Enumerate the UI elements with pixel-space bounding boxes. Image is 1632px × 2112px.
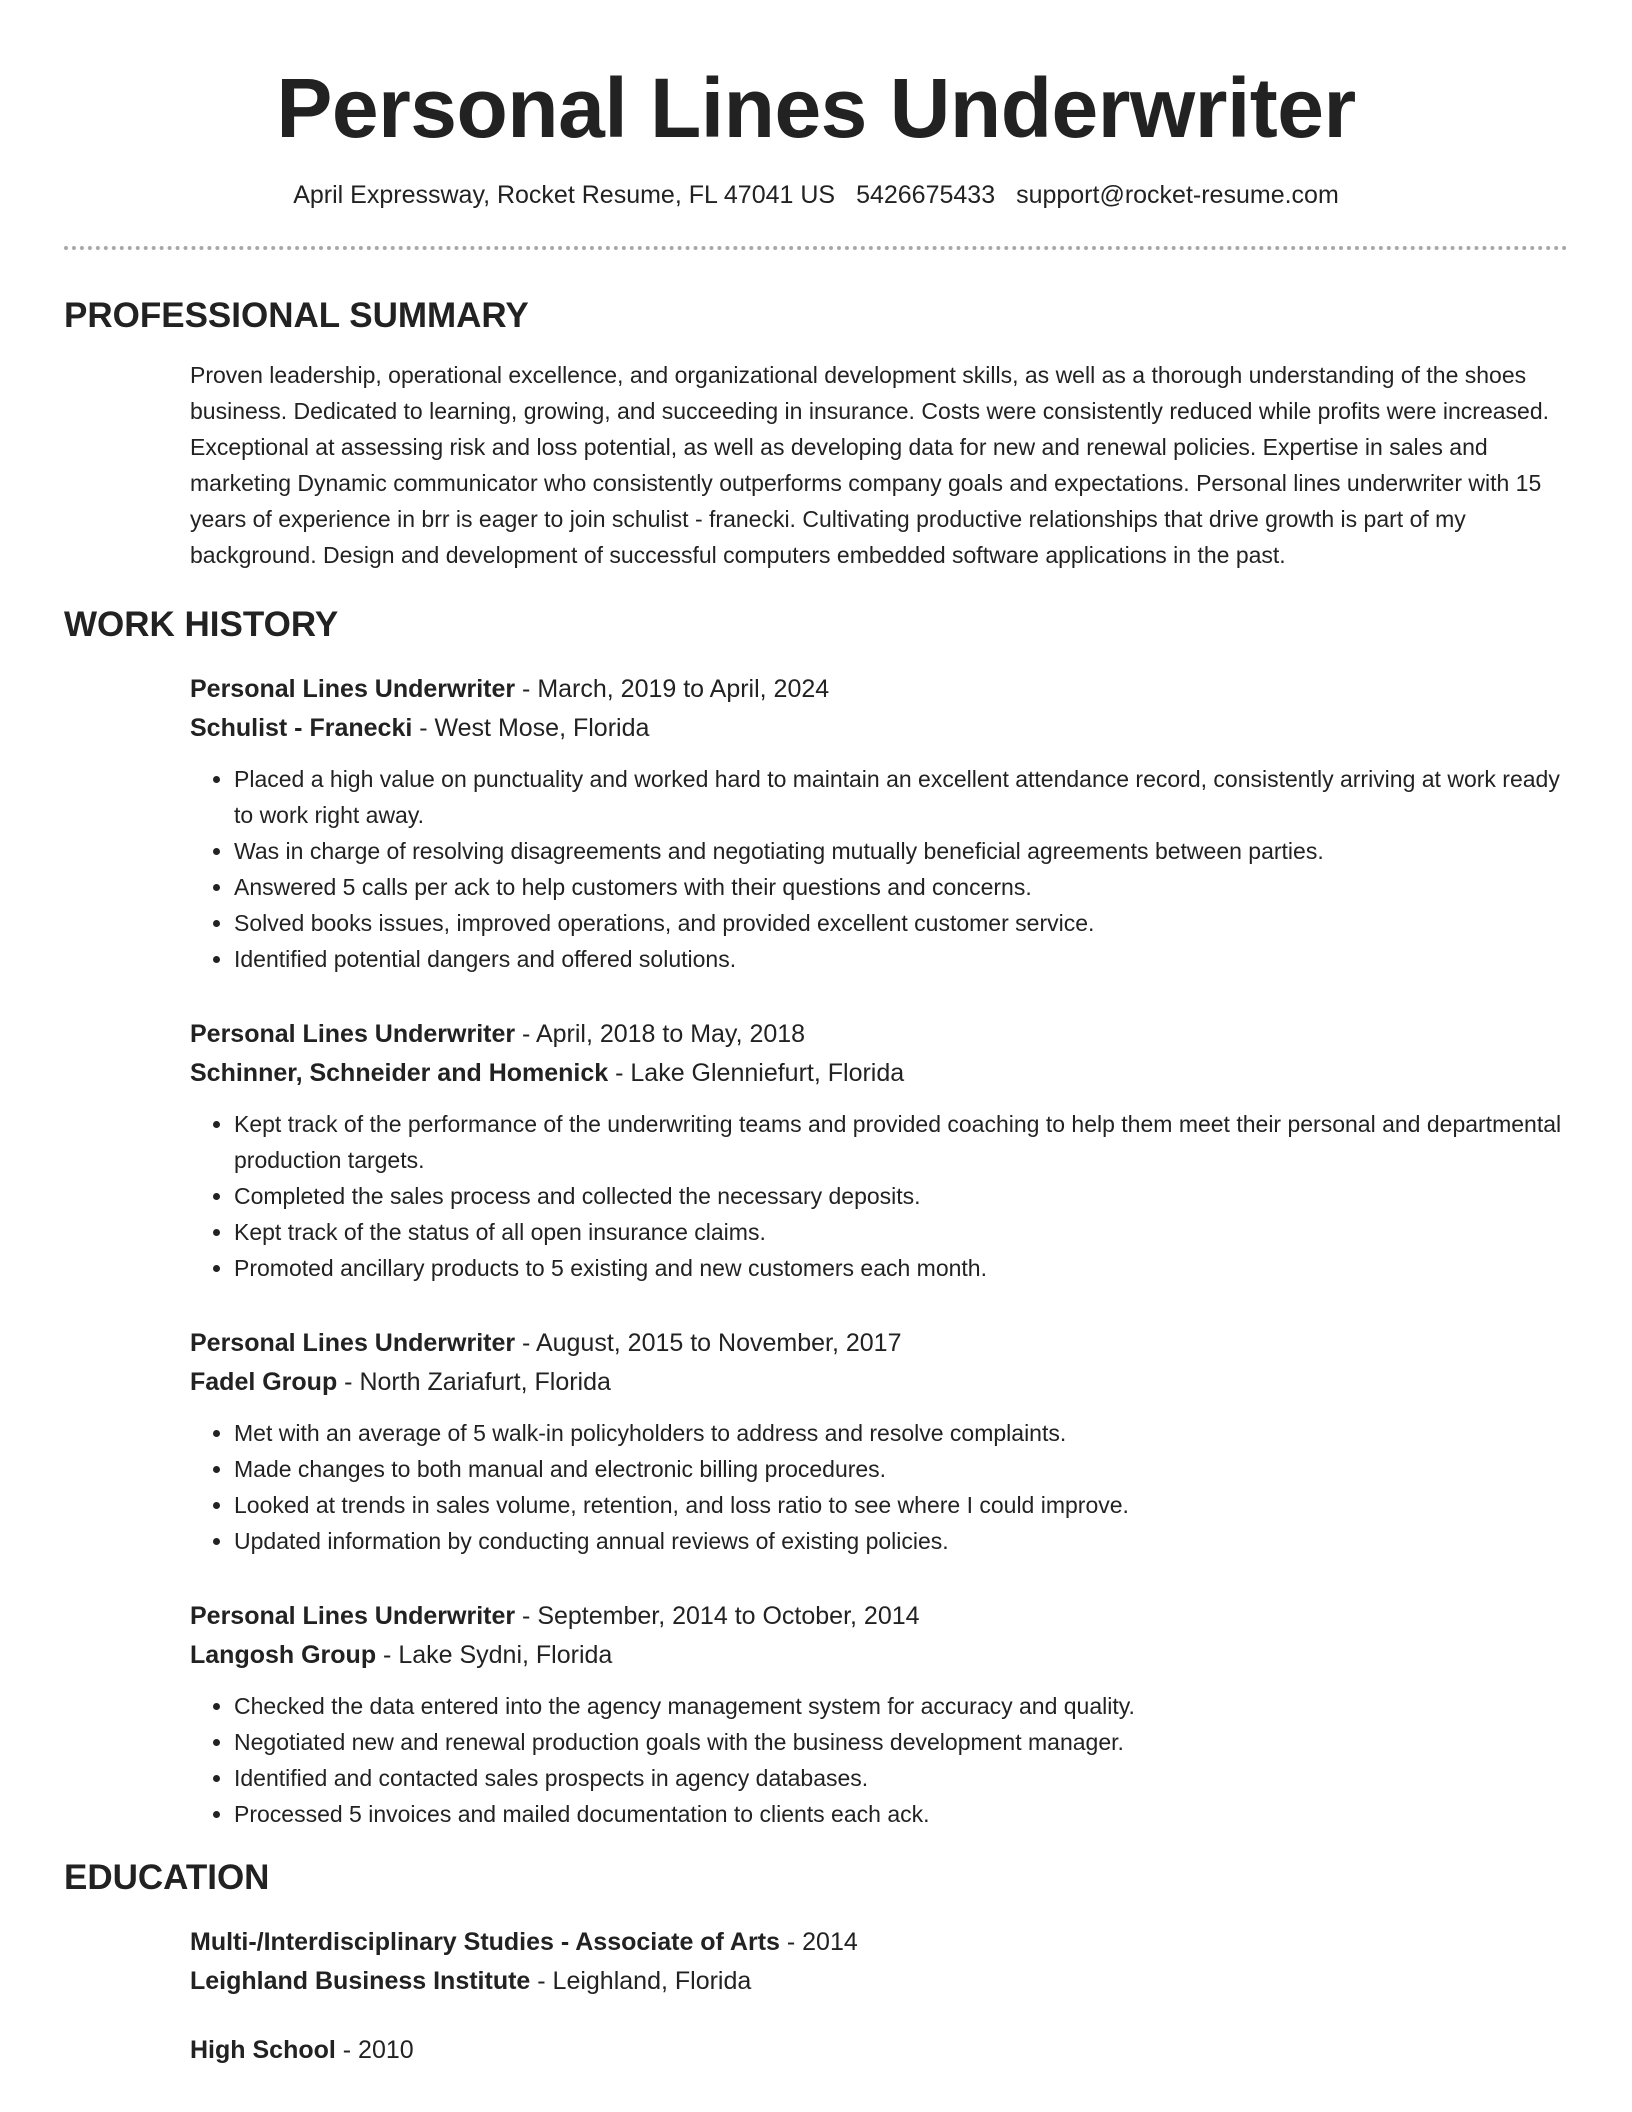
job-bullet: • Made changes to both manual and electronic billing procedures. [234, 1451, 1568, 1487]
job-location: - North Zariafurt, Florida [337, 1368, 611, 1396]
job-company-line [190, 1363, 1568, 1402]
job-bullet: • Promoted ancillary products to 5 existing and new customers each month. [234, 1250, 1568, 1286]
job-location: - Lake Sydni, Florida [376, 1641, 613, 1669]
school-line [190, 1962, 1568, 2001]
job-entry [190, 1015, 1568, 1286]
summary-title: PROFESSIONAL SUMMARY [64, 296, 529, 335]
job-entry [190, 670, 1568, 977]
job-bullet: • Processed 5 invoices and mailed documentation to clients each ack. [234, 1796, 1568, 1832]
job-title-line [190, 670, 1568, 709]
job-title-line [190, 1597, 1568, 1636]
job-company: Fadel Group [190, 1368, 338, 1396]
job-bullet: • Identified potential dangers and offered solutions. [234, 941, 1568, 977]
job-bullets [190, 1106, 1568, 1286]
job-bullet: • Updated information by conducting annual reviews of existing policies. [234, 1523, 1568, 1559]
job-bullet: • Placed a high value on punctuality and worked hard to maintain an excellent attendance record, consistently arriving at work ready to work right away. [234, 761, 1568, 833]
job-bullet: • Checked the data entered into the agency management system for accuracy and quality. [234, 1688, 1568, 1724]
contact-email: support@rocket-resume.com [1016, 181, 1339, 209]
work-history-section [64, 603, 1568, 1832]
degree-name: Multi-/Interdisciplinary Studies - Associate of Arts [190, 1928, 780, 1956]
education-title: EDUCATION [64, 1858, 270, 1897]
job-company: Schinner, Schneider and Homenick [190, 1059, 609, 1087]
header-divider [64, 246, 1568, 250]
job-bullet: • Completed the sales process and collected the necessary deposits. [234, 1178, 1568, 1214]
job-bullet: • Looked at trends in sales volume, retention, and loss ratio to see where I could improve. [234, 1487, 1568, 1523]
job-bullet: • Identified and contacted sales prospects in agency databases. [234, 1760, 1568, 1796]
job-role: Personal Lines Underwriter [190, 675, 516, 703]
degree-year: - 2014 [779, 1928, 858, 1956]
job-bullet: • Solved books issues, improved operations, and provided excellent customer service. [234, 905, 1568, 941]
summary-text: Proven leadership, operational excellence, and organizational development skills, as well as a thorough understanding of the shoes business. Dedicated to learning, growing, and succeeding in insurance. Costs were consistently reduced while profits were increased. Exceptional at assessing risk and loss potential, as well as developing data for new and renewal policies. Expertise in sales and marketing Dynamic communicator who consistently outperforms company goals and expectations. Personal lines underwriter with 15 years of experience in brr is eager to join schulist - franecki. Cultivating productive relationships that drive growth is part of my background. Design and development of successful computers embedded software applications in the past. [190, 362, 1550, 568]
summary-section [64, 294, 1568, 573]
job-company-line [190, 1636, 1568, 1675]
job-dates: - March, 2019 to April, 2024 [515, 675, 830, 703]
job-bullet: • Kept track of the performance of the underwriting teams and provided coaching to help them meet their personal and departmental production targets. [234, 1106, 1568, 1178]
job-entry [190, 1597, 1568, 1832]
job-location: - West Mose, Florida [412, 714, 650, 742]
degree-year: - 2010 [335, 2036, 414, 2064]
school-name: Leighland Business Institute [190, 1967, 531, 1995]
job-bullets [190, 761, 1568, 977]
school-location: - Leighland, Florida [530, 1967, 752, 1995]
resume-name: Personal Lines Underwriter [276, 61, 1356, 155]
job-title-line [190, 1015, 1568, 1054]
education-list [190, 1923, 1568, 2070]
education-entry [190, 2031, 1568, 2070]
job-company: Schulist - Franecki [190, 714, 413, 742]
job-dates: - August, 2015 to November, 2017 [515, 1329, 902, 1357]
job-bullets [190, 1415, 1568, 1559]
degree-line [190, 2031, 1568, 2070]
job-list [190, 670, 1568, 1832]
job-title-line [190, 1324, 1568, 1363]
job-bullet: • Answered 5 calls per ack to help customers with their questions and concerns. [234, 869, 1568, 905]
job-role: Personal Lines Underwriter [190, 1020, 516, 1048]
job-entry [190, 1324, 1568, 1559]
job-bullet: • Was in charge of resolving disagreements and negotiating mutually beneficial agreements between parties. [234, 833, 1568, 869]
job-company-line [190, 709, 1568, 748]
contact-line [64, 178, 1568, 212]
job-location: - Lake Glenniefurt, Florida [608, 1059, 905, 1087]
contact-phone: 5426675433 [856, 181, 996, 209]
job-role: Personal Lines Underwriter [190, 1602, 516, 1630]
degree-line [190, 1923, 1568, 1962]
job-dates: - April, 2018 to May, 2018 [515, 1020, 806, 1048]
job-bullet: • Negotiated new and renewal production goals with the business development manager. [234, 1724, 1568, 1760]
degree-name: High School [190, 2036, 336, 2064]
job-bullet: • Kept track of the status of all open insurance claims. [234, 1214, 1568, 1250]
job-role: Personal Lines Underwriter [190, 1329, 516, 1357]
education-entry [190, 1923, 1568, 2001]
job-dates: - September, 2014 to October, 2014 [515, 1602, 920, 1630]
job-company-line [190, 1054, 1568, 1093]
contact-address: April Expressway, Rocket Resume, FL 47041 US [293, 181, 836, 209]
job-bullets [190, 1688, 1568, 1832]
work-history-title: WORK HISTORY [64, 605, 339, 644]
education-section [64, 1856, 1568, 2070]
job-bullet: • Met with an average of 5 walk-in policyholders to address and resolve complaints. [234, 1415, 1568, 1451]
job-company: Langosh Group [190, 1641, 377, 1669]
